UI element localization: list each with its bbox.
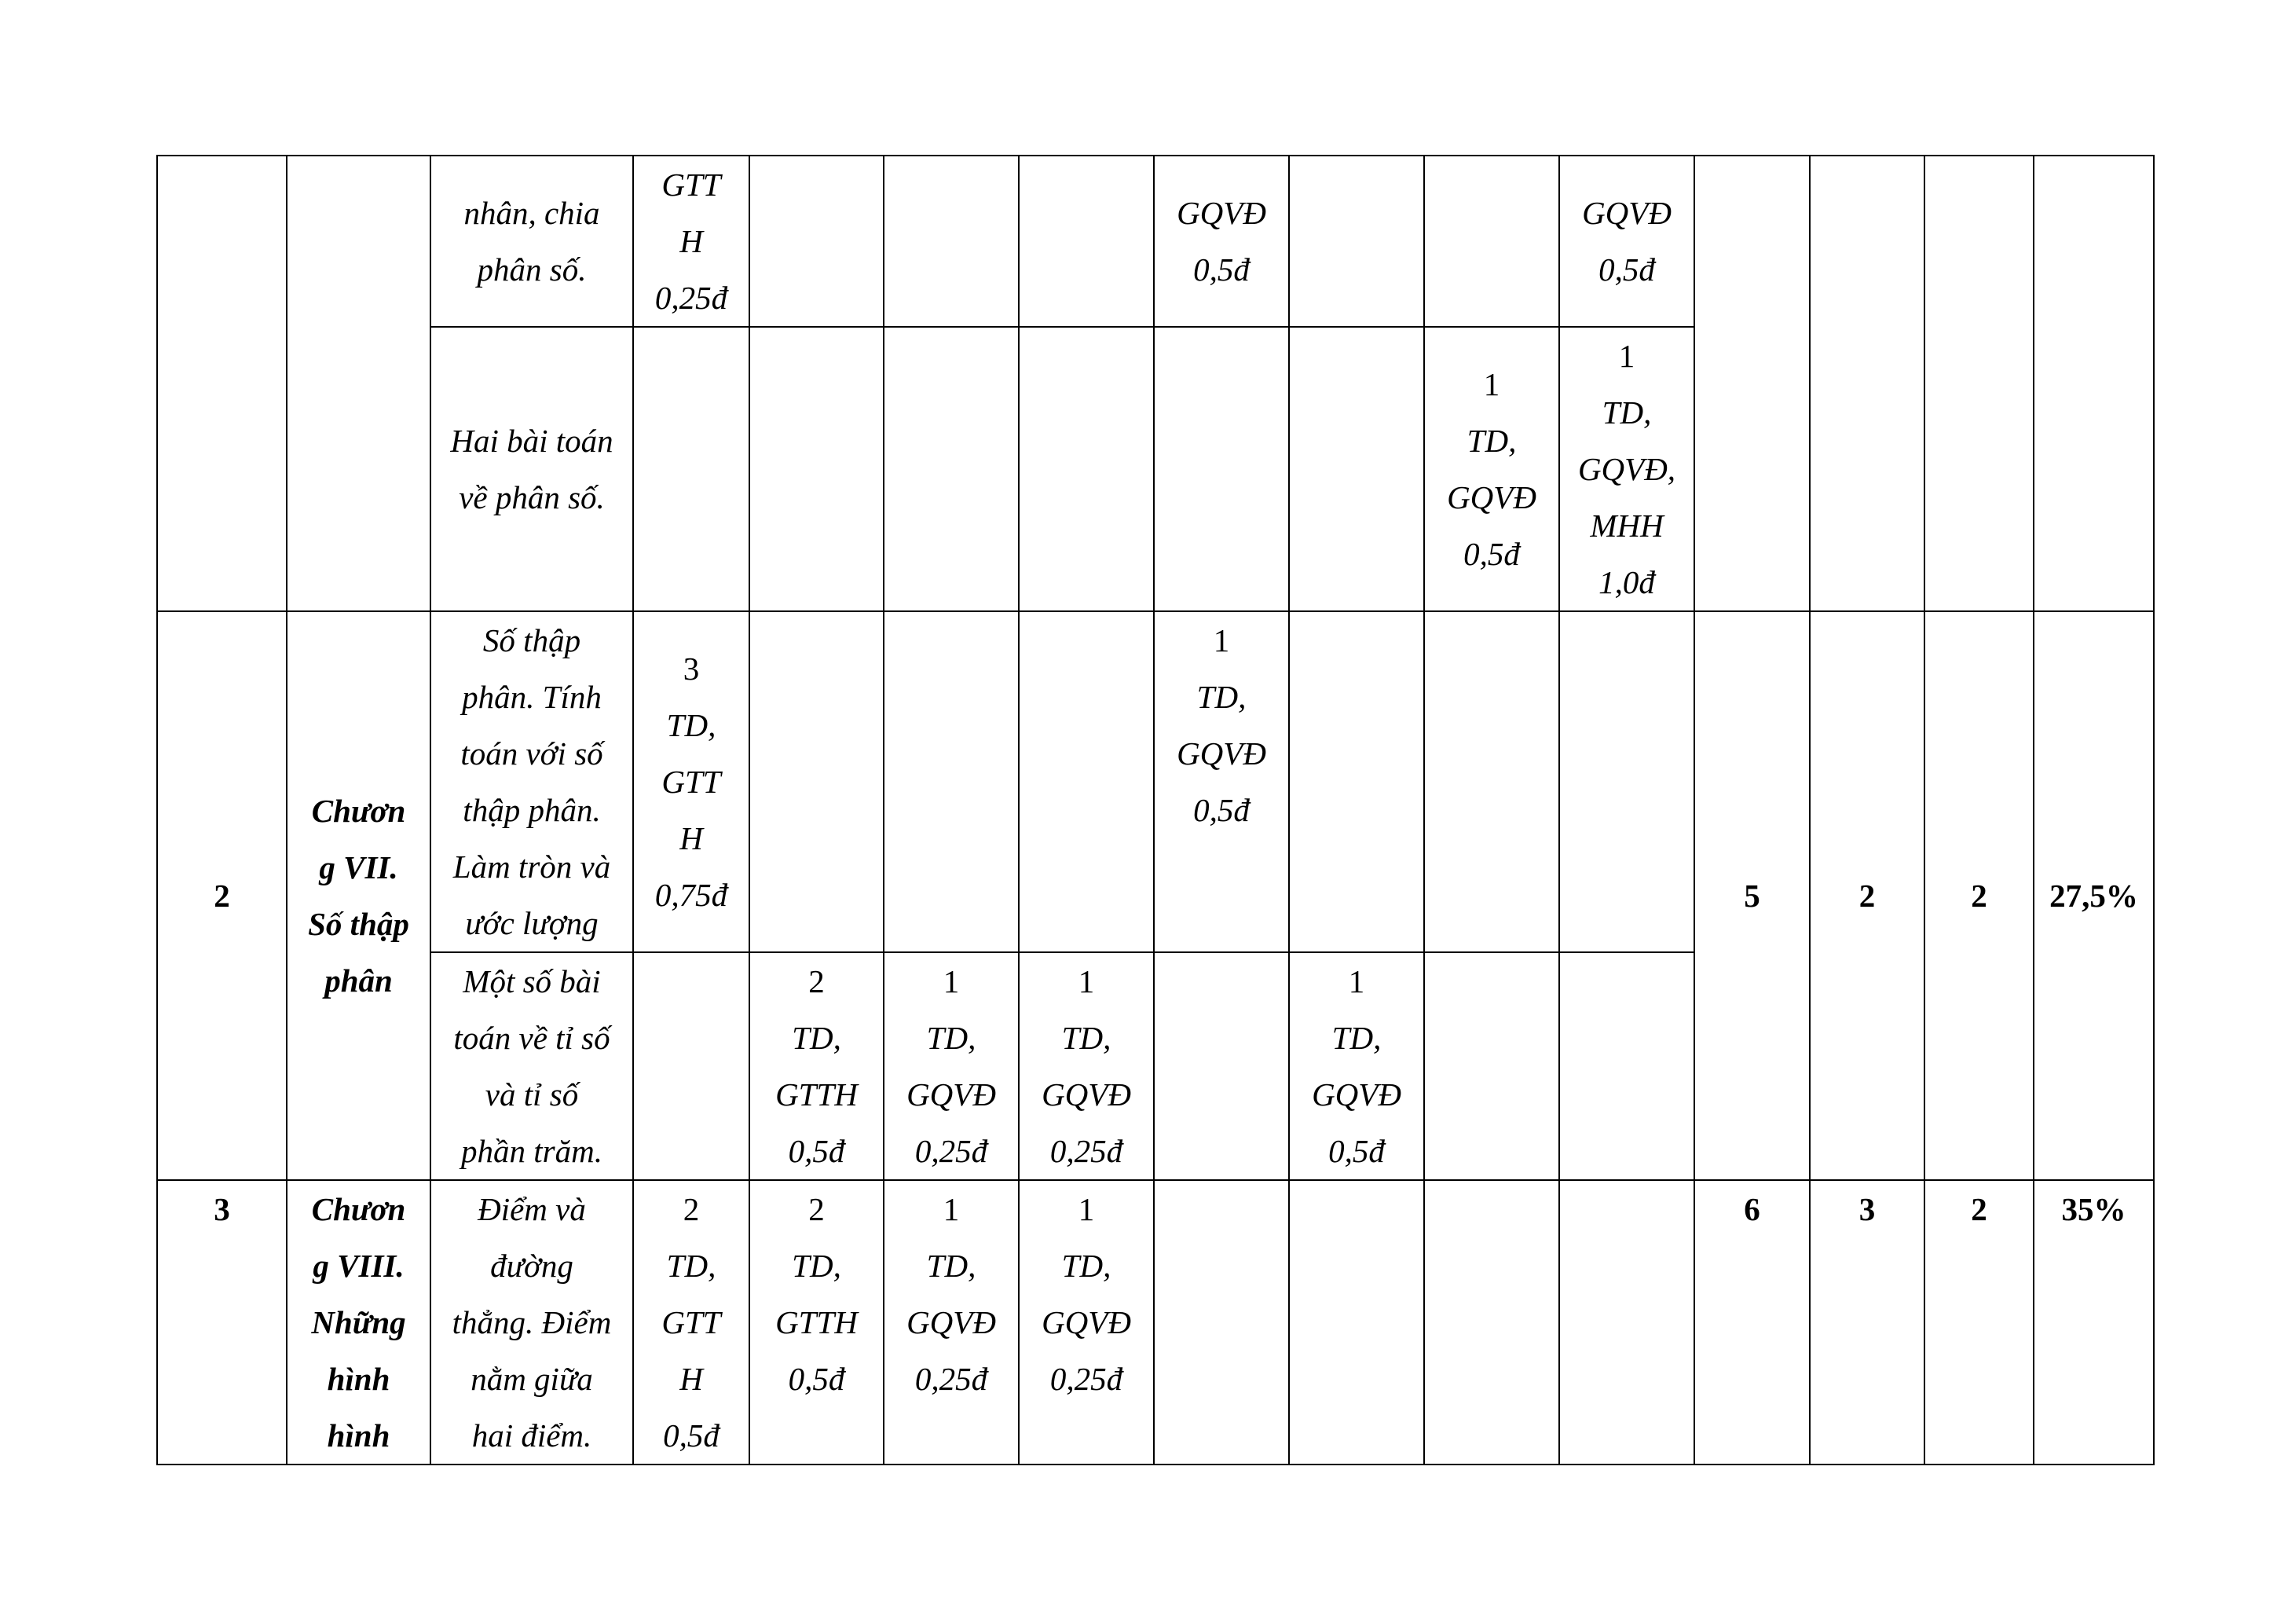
table-row <box>157 156 2154 327</box>
level-cell: 2 TD, GTTH 0,5đ <box>749 952 884 1180</box>
total-cell: 3 <box>1810 1180 1924 1465</box>
level-cell: 3 TD, GTT H 0,75đ <box>633 611 749 952</box>
topic-cell: Điểm và đường thẳng. Điểm nằm giữa hai điểm. <box>430 1180 633 1465</box>
level-cell <box>884 327 1019 611</box>
level-cell <box>633 952 749 1180</box>
level-cell: 1 TD, GQVĐ 0,25đ <box>1019 952 1154 1180</box>
stt-cell: 2 <box>157 611 287 1180</box>
topic-cell: Hai bài toán về phân số. <box>430 327 633 611</box>
table-row <box>157 611 2154 952</box>
level-cell <box>1559 952 1694 1180</box>
level-cell <box>1289 156 1424 327</box>
level-cell <box>1154 327 1289 611</box>
total-cell <box>1924 156 2034 611</box>
level-cell <box>1424 952 1559 1180</box>
level-cell <box>1424 611 1559 952</box>
level-cell: 1 TD, GQVĐ 0,5đ <box>1289 952 1424 1180</box>
percent-cell: 27,5% <box>2034 611 2154 1180</box>
total-cell <box>1694 156 1810 611</box>
level-cell <box>1289 327 1424 611</box>
level-cell: 1 TD, GQVĐ, MHH 1,0đ <box>1559 327 1694 611</box>
level-cell: 1 TD, GQVĐ 0,5đ <box>1424 327 1559 611</box>
level-cell: 2 TD, GTTH 0,5đ <box>749 1180 884 1465</box>
level-cell <box>884 611 1019 952</box>
topic-cell: Một số bài toán về tỉ số và tỉ số phần trăm. <box>430 952 633 1180</box>
total-cell: 6 <box>1694 1180 1810 1465</box>
level-cell <box>1559 611 1694 952</box>
total-cell <box>1810 156 1924 611</box>
level-cell: GQVĐ 0,5đ <box>1559 156 1694 327</box>
topic-cell: Số thập phân. Tính toán với số thập phân. Làm tròn và ước lượng <box>430 611 633 952</box>
level-cell <box>1424 1180 1559 1465</box>
level-cell <box>749 327 884 611</box>
level-cell: 1 TD, GQVĐ 0,25đ <box>884 1180 1019 1465</box>
level-cell <box>1289 1180 1424 1465</box>
level-cell <box>1559 1180 1694 1465</box>
level-cell: 2 TD, GTT H 0,5đ <box>633 1180 749 1465</box>
level-cell <box>1019 156 1154 327</box>
topic-cell: nhân, chia phân số. <box>430 156 633 327</box>
total-cell: 5 <box>1694 611 1810 1180</box>
level-cell: 1 TD, GQVĐ 0,25đ <box>1019 1180 1154 1465</box>
level-cell <box>1289 611 1424 952</box>
level-cell <box>1154 952 1289 1180</box>
total-cell: 2 <box>1924 611 2034 1180</box>
chapter-cell: Chươn g VII. Số thập phân <box>287 611 430 1180</box>
level-cell <box>884 156 1019 327</box>
level-cell <box>749 611 884 952</box>
assessment-matrix-table <box>156 155 2155 1465</box>
total-cell: 2 <box>1924 1180 2034 1465</box>
level-cell: 1 TD, GQVĐ 0,5đ <box>1154 611 1289 952</box>
level-cell: 1 TD, GQVĐ 0,25đ <box>884 952 1019 1180</box>
level-cell <box>1154 1180 1289 1465</box>
percent-cell <box>2034 156 2154 611</box>
table-row <box>157 1180 2154 1465</box>
chapter-cell <box>287 156 430 611</box>
level-cell <box>1019 611 1154 952</box>
level-cell <box>633 327 749 611</box>
level-cell: GQVĐ 0,5đ <box>1154 156 1289 327</box>
total-cell: 2 <box>1810 611 1924 1180</box>
level-cell <box>1019 327 1154 611</box>
stt-cell: 3 <box>157 1180 287 1465</box>
stt-cell <box>157 156 287 611</box>
chapter-cell: Chươn g VIII. Những hình hình <box>287 1180 430 1465</box>
level-cell <box>1424 156 1559 327</box>
percent-cell: 35% <box>2034 1180 2154 1465</box>
level-cell <box>749 156 884 327</box>
level-cell: GTT H 0,25đ <box>633 156 749 327</box>
